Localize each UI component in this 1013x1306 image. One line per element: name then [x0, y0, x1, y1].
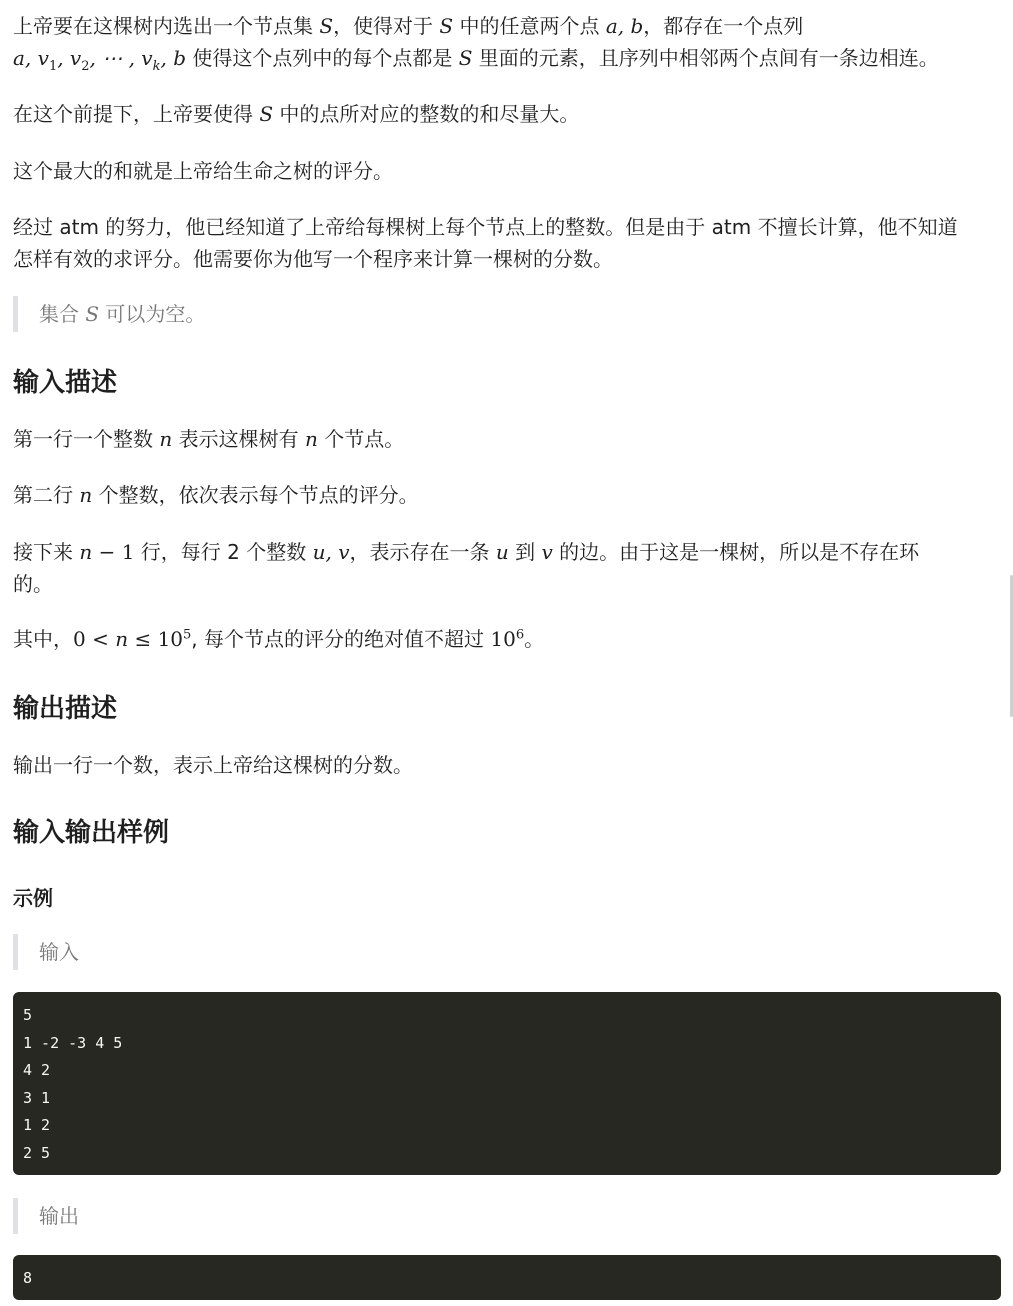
sample-input-code[interactable]: 5 1 -2 -3 4 5 4 2 3 1 1 2 2 5 — [13, 992, 1001, 1175]
output-label-blockquote: 输出 — [13, 1198, 1001, 1234]
paragraph-goal: 在这个前提下，上帝要使得 S 中的点所对应的整数的和尽量大。 — [13, 102, 580, 126]
paragraph-score: 这个最大的和就是上帝给生命之树的评分。 — [13, 159, 393, 183]
input-line-1: 第一行一个整数 n 表示这棵树有 n 个节点。 — [13, 427, 405, 451]
output-description-heading: 输出描述 — [13, 694, 118, 724]
input-line-2: 第二行 n 个整数，依次表示每个节点的评分。 — [13, 483, 419, 507]
paragraph-task: 经过 atm 的努力，他已经知道了上帝给每棵树上每个节点上的整数。但是由于 atm 不擅长计算，他不知道 怎样有效的求评分。他需要你为他写一个程序来计算一棵树的分数。 — [13, 215, 958, 271]
example-heading: 示例 — [13, 886, 53, 910]
input-constraints: 其中，$0 < n \le 10^5$, 每个节点的评分的绝对值不超过 $10^6$。 — [13, 627, 545, 651]
input-line-edges: 接下来 n − 1 行，每行 2 个整数 u, v，表示存在一条 u 到 v 的边。由于这是一棵树，所以是不存在环 的。 — [13, 540, 920, 596]
input-label-blockquote: 输入 — [13, 934, 1001, 970]
io-samples-heading: 输入输出样例 — [13, 818, 170, 848]
paragraph-definition: 上帝要在这棵树内选出一个节点集 S，使得对于 S 中的任意两个点 a, b，都存在一个点列 a, $v_1$, $v_2$, ⋯ , $v_k$, b 使得这个点列中的每个点都是 S 里面的元素，且序列中相邻两个点间有一条边相连。 — [13, 14, 939, 74]
note-blockquote: 集合 S 可以为空。 — [13, 296, 1001, 332]
output-line-1: 输出一行一个数，表示上帝给这棵树的分数。 — [13, 753, 413, 777]
sample-output-code[interactable]: 8 — [13, 1255, 1001, 1300]
input-description-heading: 输入描述 — [13, 368, 118, 398]
